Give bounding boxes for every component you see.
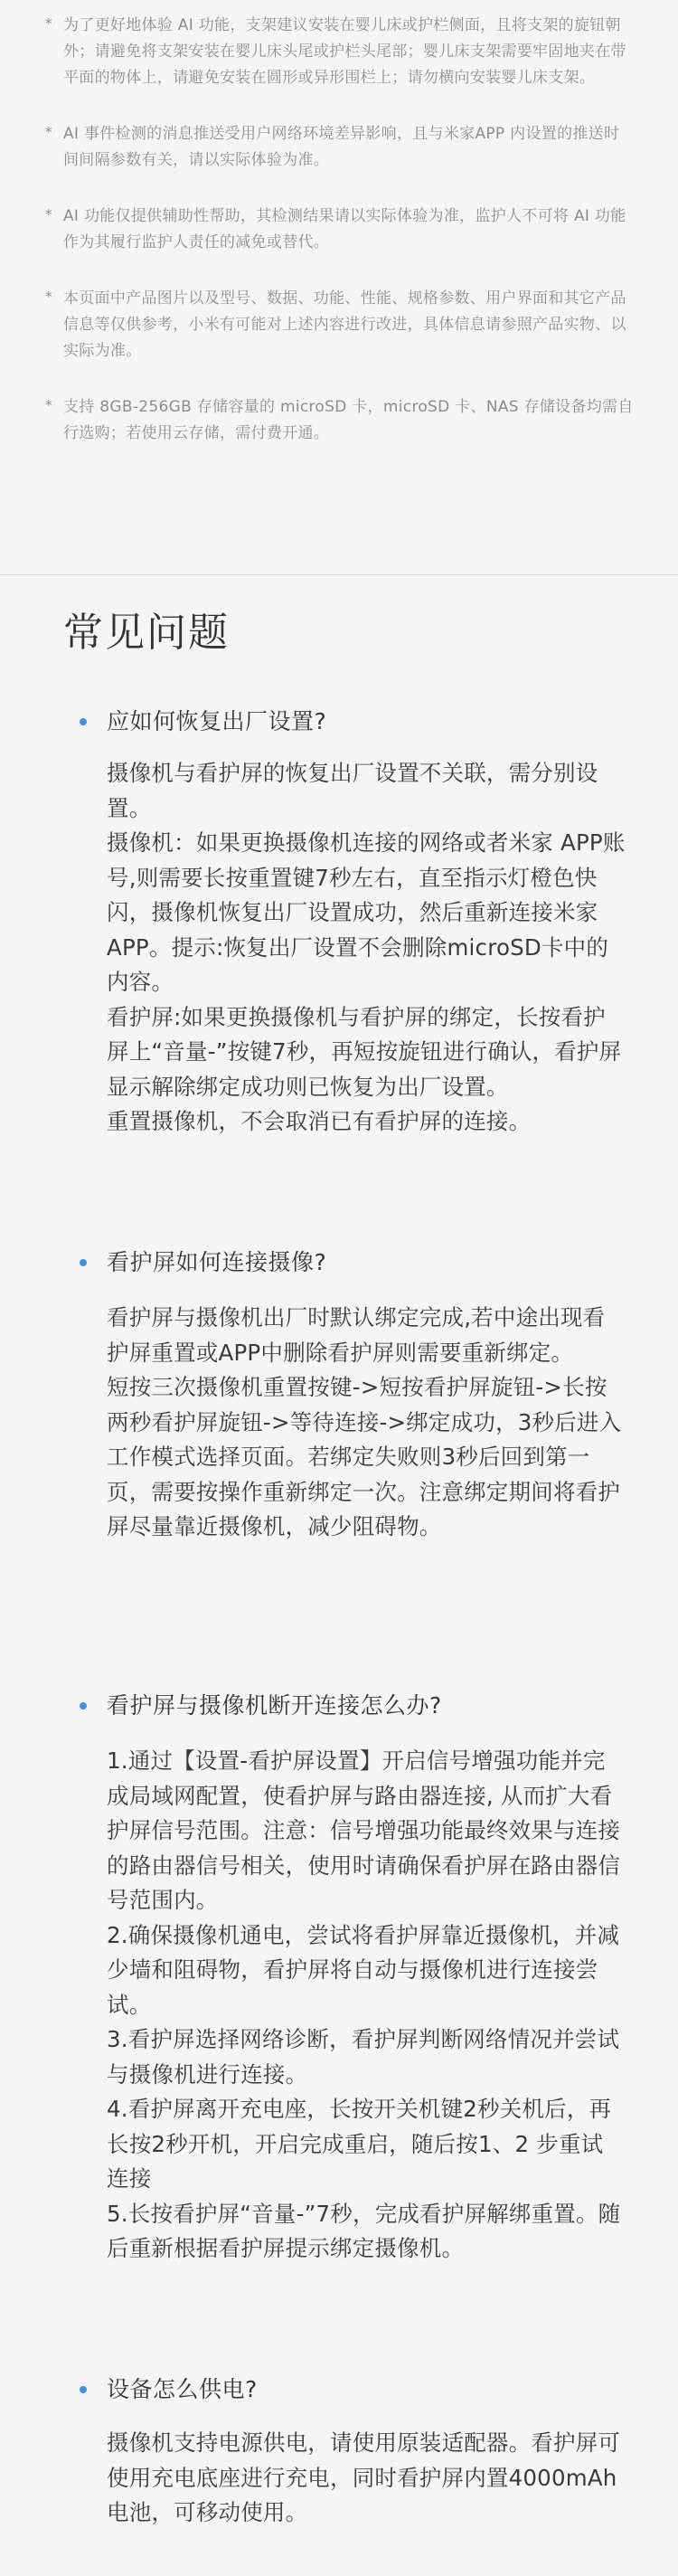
answer-paragraph: 摄像机支持电源供电，请使用原装适配器。看护屏可使用充电底座进行充电，同时看护屏内置4000mAh电池，可移动使用。 — [107, 2429, 621, 2525]
asterisk-mark: * — [45, 15, 52, 32]
note-text: AI 事件检测的消息推送受用户网络环境差异影响，且与米家APP 内设置的推送时间间隔参数有关，请以实际体验为准。 — [63, 125, 620, 169]
answer-paragraph: 1.通过【设置-看护屏设置】开启信号增强功能并完成局域网配置，使看护屏与路由器连接, 从而扩大看护屏信号范围。注意：信号增强功能最终效果与连接的路由器信号相关，使用时请确保看护屏在路由器信号范围内。 — [107, 1747, 621, 1913]
faq-answer — [107, 756, 626, 1140]
disclaimer-note — [45, 13, 635, 91]
bullet-dot-icon — [80, 1259, 87, 1266]
faq-question-row — [80, 2372, 258, 2408]
disclaimer-notes — [0, 0, 678, 447]
answer-paragraph: 重置摄像机，不会取消已有看护屏的连接。 — [107, 1108, 532, 1134]
faq-question-row — [80, 1688, 442, 1724]
note-text: AI 功能仅提供辅助性帮助，其检测结果请以实际体验为准，监护人不可将 AI 功能作为其履行监护人责任的减免或替代。 — [63, 207, 626, 251]
answer-paragraph: 看护屏与摄像机出厂时默认绑定完成,若中途出现看护屏重置或APP中删除看护屏则需要重新绑定。 — [107, 1304, 606, 1366]
asterisk-mark: * — [45, 124, 52, 140]
disclaimer-note — [45, 204, 635, 256]
answer-paragraph: 5.长按看护屏“音量-”7秒，完成看护屏解绑重置。随后重新根据看护屏提示绑定摄像机。 — [107, 2200, 621, 2261]
answer-paragraph: 摄像机：如果更换摄像机连接的网络或者米家 APP账号,则需要长按重置键7秒左右，直至指示灯橙色快闪，摄像机恢复出厂设置成功，然后重新连接米家APP。提示:恢复出厂设置不会删除microSD卡中的内容。 — [107, 829, 626, 995]
answer-paragraph: 看护屏:如果更换摄像机与看护屏的绑定，长按看护屏上“音量-”按键7秒，再短按旋钮进行确认，看护屏显示解除绑定成功则已恢复为出厂设置。 — [107, 1003, 622, 1100]
note-text: 为了更好地体验 AI 功能，支架建议安装在婴儿床或护栏侧面，且将支架的旋钮朝外；请避免将支架安装在婴儿床头尾或护栏头尾部；婴儿床支架需要牢固地夹在带平面的物体上，请避免安装在圆形或异形围栏上；请勿横向安装婴儿床支架。 — [63, 16, 626, 87]
bullet-dot-icon — [80, 2386, 87, 2393]
faq-question: 看护屏与摄像机断开连接怎么办? — [107, 1692, 442, 1719]
note-text: 支持 8GB-256GB 存储容量的 microSD 卡，microSD 卡、NAS 存储设备均需自行选购；若使用云存储，需付费开通。 — [63, 398, 634, 442]
section-divider — [0, 574, 678, 575]
answer-paragraph: 短按三次摄像机重置按键->短按看护屏旋钮->长按两秒看护屏旋钮->等待连接->绑定成功，3秒后进入工作模式选择页面。若绑定失败则3秒后回到第一页，需要按操作重新绑定一次。注意绑定期间将看护屏尽量靠近摄像机，减少阻碍物。 — [107, 1374, 622, 1539]
disclaimer-note — [45, 394, 635, 447]
faq-question: 设备怎么供电? — [107, 2376, 258, 2402]
faq-answer — [107, 1301, 626, 1545]
bullet-dot-icon — [80, 1702, 87, 1709]
asterisk-mark: * — [45, 397, 52, 413]
disclaimer-note — [45, 286, 635, 365]
faq-answer — [107, 2426, 626, 2531]
answer-paragraph: 4.看护屏离开充电座，长按开关机键2秒关机后，再长按2秒开机，开启完成重启，随后按1、2 步重试连接 — [107, 2096, 612, 2192]
faq-question: 应如何恢复出厂设置? — [107, 708, 327, 734]
faq-title: 常见问题 — [63, 610, 230, 656]
asterisk-mark: * — [45, 206, 52, 223]
asterisk-mark: * — [45, 289, 52, 305]
answer-paragraph: 摄像机与看护屏的恢复出厂设置不关联，需分别设置。 — [107, 760, 598, 821]
bullet-dot-icon — [80, 718, 87, 725]
faq-question: 看护屏如何连接摄像? — [107, 1249, 327, 1275]
note-text: 本页面中产品图片以及型号、数据、功能、性能、规格参数、用户界面和其它产品信息等仅供参考，小米有可能对上述内容进行改进，具体信息请参照产品实物、以实际为准。 — [63, 289, 626, 360]
answer-paragraph: 3.看护屏选择网络诊断，看护屏判断网络情况并尝试与摄像机进行连接。 — [107, 2026, 620, 2088]
faq-question-row — [80, 704, 326, 740]
disclaimer-note — [45, 121, 635, 174]
faq-answer — [107, 1744, 626, 2267]
faq-question-row — [80, 1245, 326, 1281]
answer-paragraph: 2.确保摄像机通电，尝试将看护屏靠近摄像机，并减少墙和阻碍物，看护屏将自动与摄像机进行连接尝试。 — [107, 1921, 620, 2018]
